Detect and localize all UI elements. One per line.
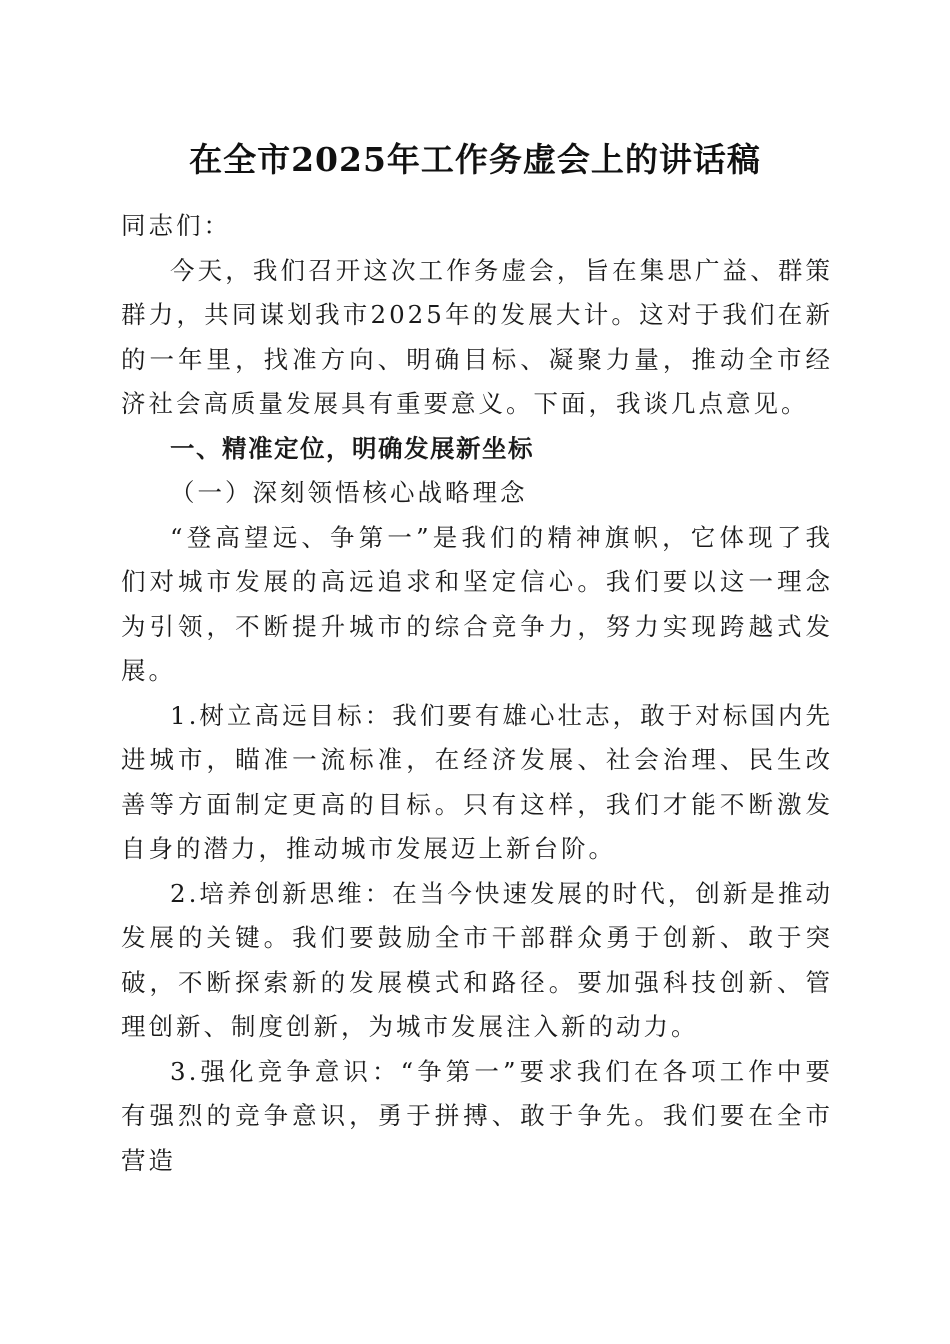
intro-paragraph: 今天，我们召开这次工作务虚会，旨在集思广益、群策群力，共同谋划我市2025年的发展大计。这对于我们在新的一年里，找准方向、明确目标、凝聚力量，推动全市经济社会高质量发展具有重要意义。下面，我谈几点意见。 (121, 255, 833, 418)
list-item-1: 1.树立高远目标：我们要有雄心壮志，敢于对标国内先进城市，瞄准一流标准，在经济发展、社会治理、民生改善等方面制定更高的目标。只有这样，我们才能不断激发自身的潜力，推动城市发展迈上新台阶。 (121, 700, 833, 863)
list-item-2: 2.培养创新思维：在当今快速发展的时代，创新是推动发展的关键。我们要鼓励全市干部群众勇于创新、敢于突破，不断探索新的发展模式和路径。要加强科技创新、管理创新、制度创新，为城市发展注入新的动力。 (121, 878, 833, 1041)
document-body (121, 204, 833, 1183)
list-item-3: 3.强化竞争意识：“争第一”要求我们在各项工作中要有强烈的竞争意识，勇于拼搏、敢于争先。我们要在全市营造 (121, 1056, 833, 1175)
section-heading-1: 一、精准定位，明确发展新坐标 (170, 433, 534, 463)
salutation: 同志们： (121, 211, 231, 240)
spirit-paragraph: “登高望远、争第一”是我们的精神旗帜，它体现了我们对城市发展的高远追求和坚定信心。我们要以这一理念为引领，不断提升城市的综合竞争力，努力实现跨越式发展。 (121, 522, 833, 685)
subsection-heading-1: （一）深刻领悟核心战略理念 (170, 478, 528, 507)
document-title: 在全市2025年工作务虚会上的讲话稿 (189, 140, 761, 179)
